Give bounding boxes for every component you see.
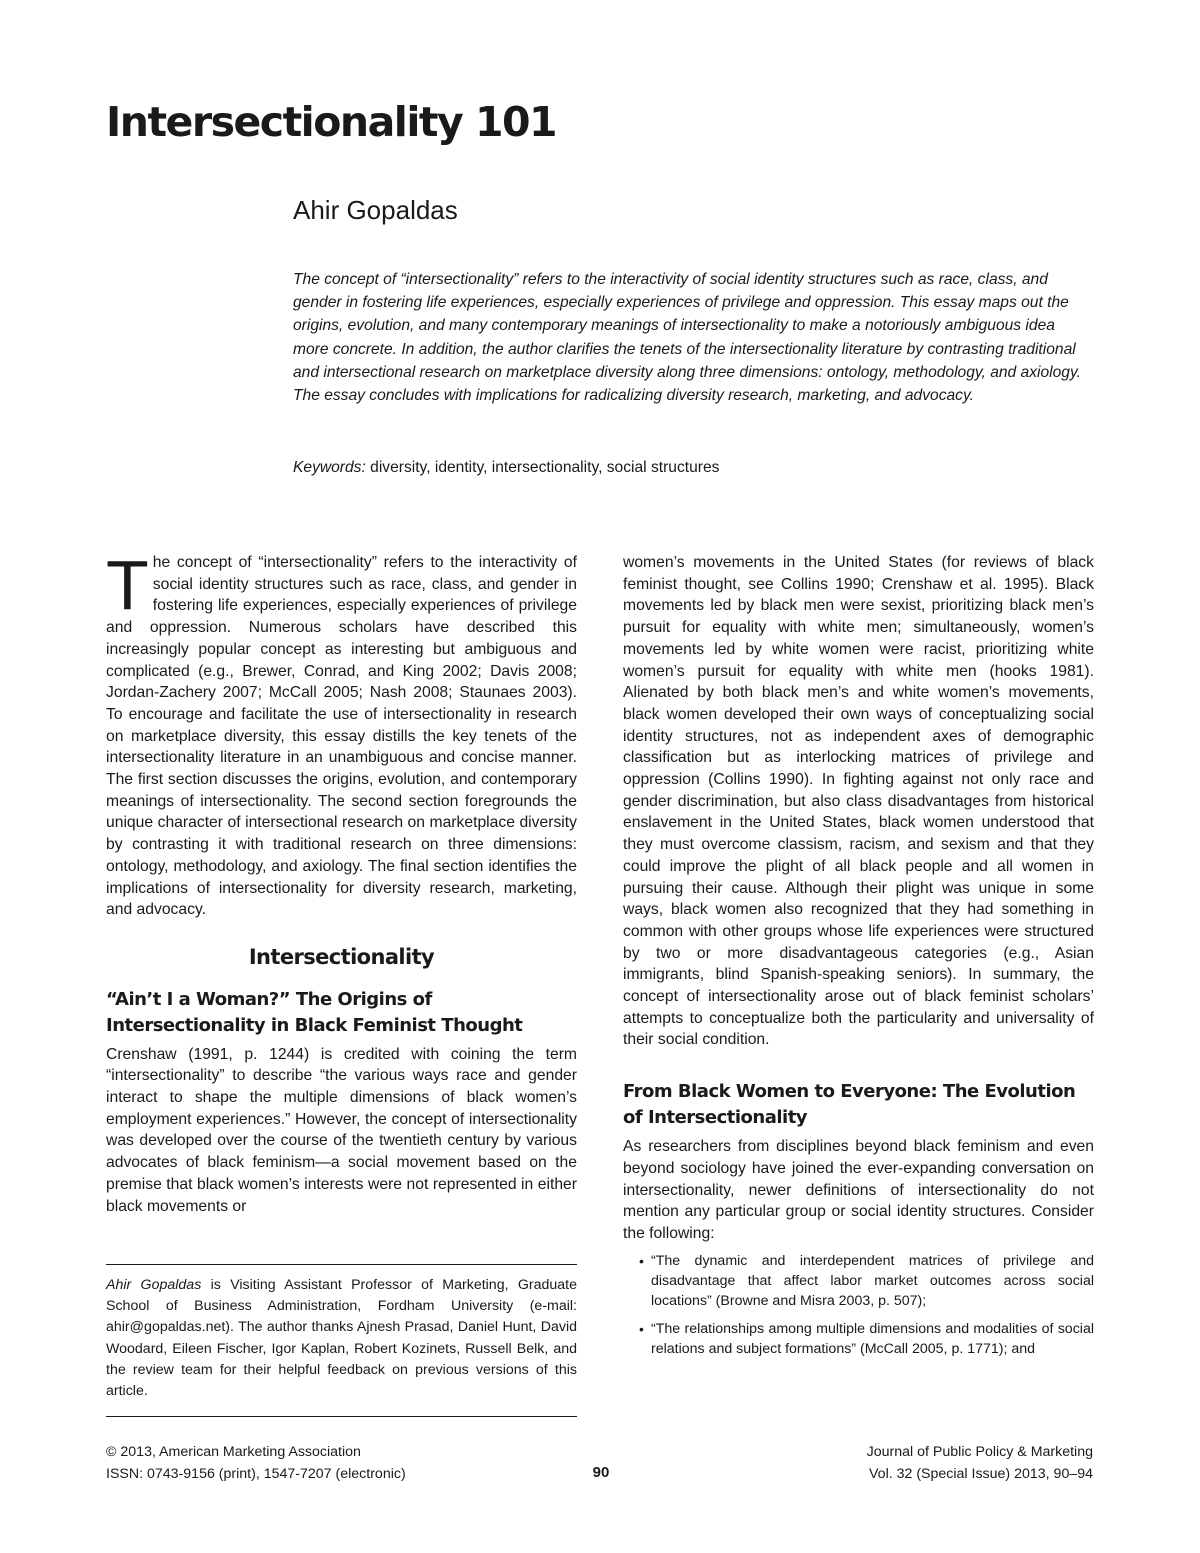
author-name: Ahir Gopaldas	[293, 195, 458, 225]
footnote-author-name: Ahir Gopaldas	[106, 1277, 202, 1293]
section-heading-intersectionality: Intersectionality	[248, 944, 435, 969]
intro-text: he concept of “intersectionality” refers to the interactivity of social identity structures such as race, class, and gender in fostering life experiences, especially experiences of privilege and oppression. Numerous scholars have described this increasingly popular concept as interesting but ambiguous and complicated (e.g., Brewer, Conrad, and King 2002; Davis 2008; Jordan-Zachery 2007; McCall 2005; Nash 2008; Staunaes 2003). To encourage and facilitate the use of intersectionality in research on marketplace diversity, this essay distills the key tenets of the intersectionality literature in an unambiguous and concise manner. The first section discusses the origins, evolution, and contemporary meanings of intersectionality. The second section foregrounds the unique character of intersectional research on marketplace diversity by contrasting it with traditional research on three dimensions: ontology, methodology, and axiology. The final section identifies the implications of intersectionality for diversity research, marketing, and advocacy.	[106, 554, 577, 919]
volume-info: Vol. 32 (Special Issue) 2013, 90–94	[869, 1466, 1093, 1482]
subheading-origins: “Ain’t I a Woman?” The Origins of Intersectionality in Black Feminist Thought	[106, 988, 523, 1036]
subheading-evolution: From Black Women to Everyone: The Evolution of Intersectionality	[623, 1081, 1076, 1129]
issn: ISSN: 0743-9156 (print), 1547-7207 (electronic)	[106, 1466, 406, 1482]
origins-paragraph-left: Crenshaw (1991, p. 1244) is credited with coining the term “intersectionality” to describe “the various ways race and gender interact to shape the multiple dimensions of black women’s employment experiences.” However, the concept of intersectionality was developed over the course of the twentieth century by various advocates of black feminism—a social movement based on the premise that black women’s interests were not represented in either black movements or	[106, 1045, 577, 1215]
intro-paragraph	[106, 546, 577, 921]
definition-list	[623, 1251, 1094, 1359]
drop-cap: T	[106, 546, 149, 624]
footnote-text: is Visiting Assistant Professor of Marketing, Graduate School of Business Administration, Fordham University (e-mail: ahir@gopaldas.net). The author thanks Ajnesh Prasad, Daniel Hunt, David Woodard, Eileen Fischer, Igor Kaplan, Robert Kozinets, Russell Belk, and the review team for their helpful feedback on previous versions of this article.	[106, 1277, 578, 1400]
keywords	[293, 456, 1083, 479]
footnote-divider-bottom	[106, 1416, 577, 1417]
origins-paragraph-right: women’s movements in the United States (for reviews of black feminist thought, see Collins 1990; Crenshaw et al. 1995). Black movements led by black men were sexist, prioritizing black men’s pursuit for equality with white men; simultaneously, women’s movements led by white women were racist, prioritizing white women’s pursuit for equality with white men (hooks 1981). Alienated by both black men’s and white women’s movements, black women developed their own ways of conceptualizing social identity structures, not as independent axes of demographic classification but as interlocking matrices of privilege and oppression (Collins 1990). In fighting against not only race and gender discrimination, but also class disadvantages from historical enslavement in the United States, black women understood that they must overcome classism, racism, and sexism and that they could improve the plight of all black people and all women in pursuing their cause. Although their plight was unique in some ways, black women also recognized that they had something in common with other groups whose life experiences were structured by two or more disadvantageous categories (e.g., Asian immigrants, blind Spanish-speaking seniors). In summary, the concept of intersectionality arose out of black feminist scholars’ attempts to conceptualize both the particularity and universality of their social condition.	[623, 554, 1094, 1049]
evolution-paragraph: As researchers from disciplines beyond black feminism and even beyond sociology have joined the ever-expanding conversation on intersectionality, newer definitions of intersectionality do not mention any particular group or social identity structures. Consider the following:	[623, 1138, 1094, 1242]
footnote-divider-top	[106, 1264, 577, 1265]
article-title: Intersectionality 101	[106, 98, 557, 146]
footer-right	[867, 1441, 1093, 1485]
journal-name: Journal of Public Policy & Marketing	[866, 1444, 1093, 1460]
bullet-icon: •	[639, 1252, 644, 1269]
copyright: © 2013, American Marketing Association	[106, 1444, 361, 1460]
left-column	[106, 546, 577, 1217]
abstract: The concept of “intersectionality” refers to the interactivity of social identity structures such as race, class, and gender in fostering life experiences, especially experiences of privilege and oppression. This essay maps out the origins, evolution, and many contemporary meanings of intersectionality to make a notoriously ambiguous idea more concrete. In addition, the author clarifies the tenets of the intersectionality literature by contrasting traditional and intersectional research on marketplace diversity along three dimensions: ontology, methodology, and axiology. The essay concludes with implications for radicalizing diversity research, marketing, and advocacy.	[293, 271, 1081, 405]
list-item: • “The relationships among multiple dimensions and modalities of social relations and subject formations” (McCall 2005, p. 1771); and	[639, 1320, 1094, 1357]
author-footnote	[106, 1275, 577, 1402]
keywords-label: Keywords:	[293, 459, 366, 476]
bullet-icon: •	[639, 1320, 644, 1337]
page-number: 90	[592, 1464, 610, 1481]
list-item: • “The dynamic and interdependent matrices of privilege and disadvantage that affect labor market outcomes across social locations” (Browne and Misra 2003, p. 507);	[639, 1252, 1094, 1310]
footer-left	[106, 1441, 406, 1485]
right-column	[623, 552, 1094, 1366]
keywords-list: diversity, identity, intersectionality, social structures	[370, 459, 720, 476]
